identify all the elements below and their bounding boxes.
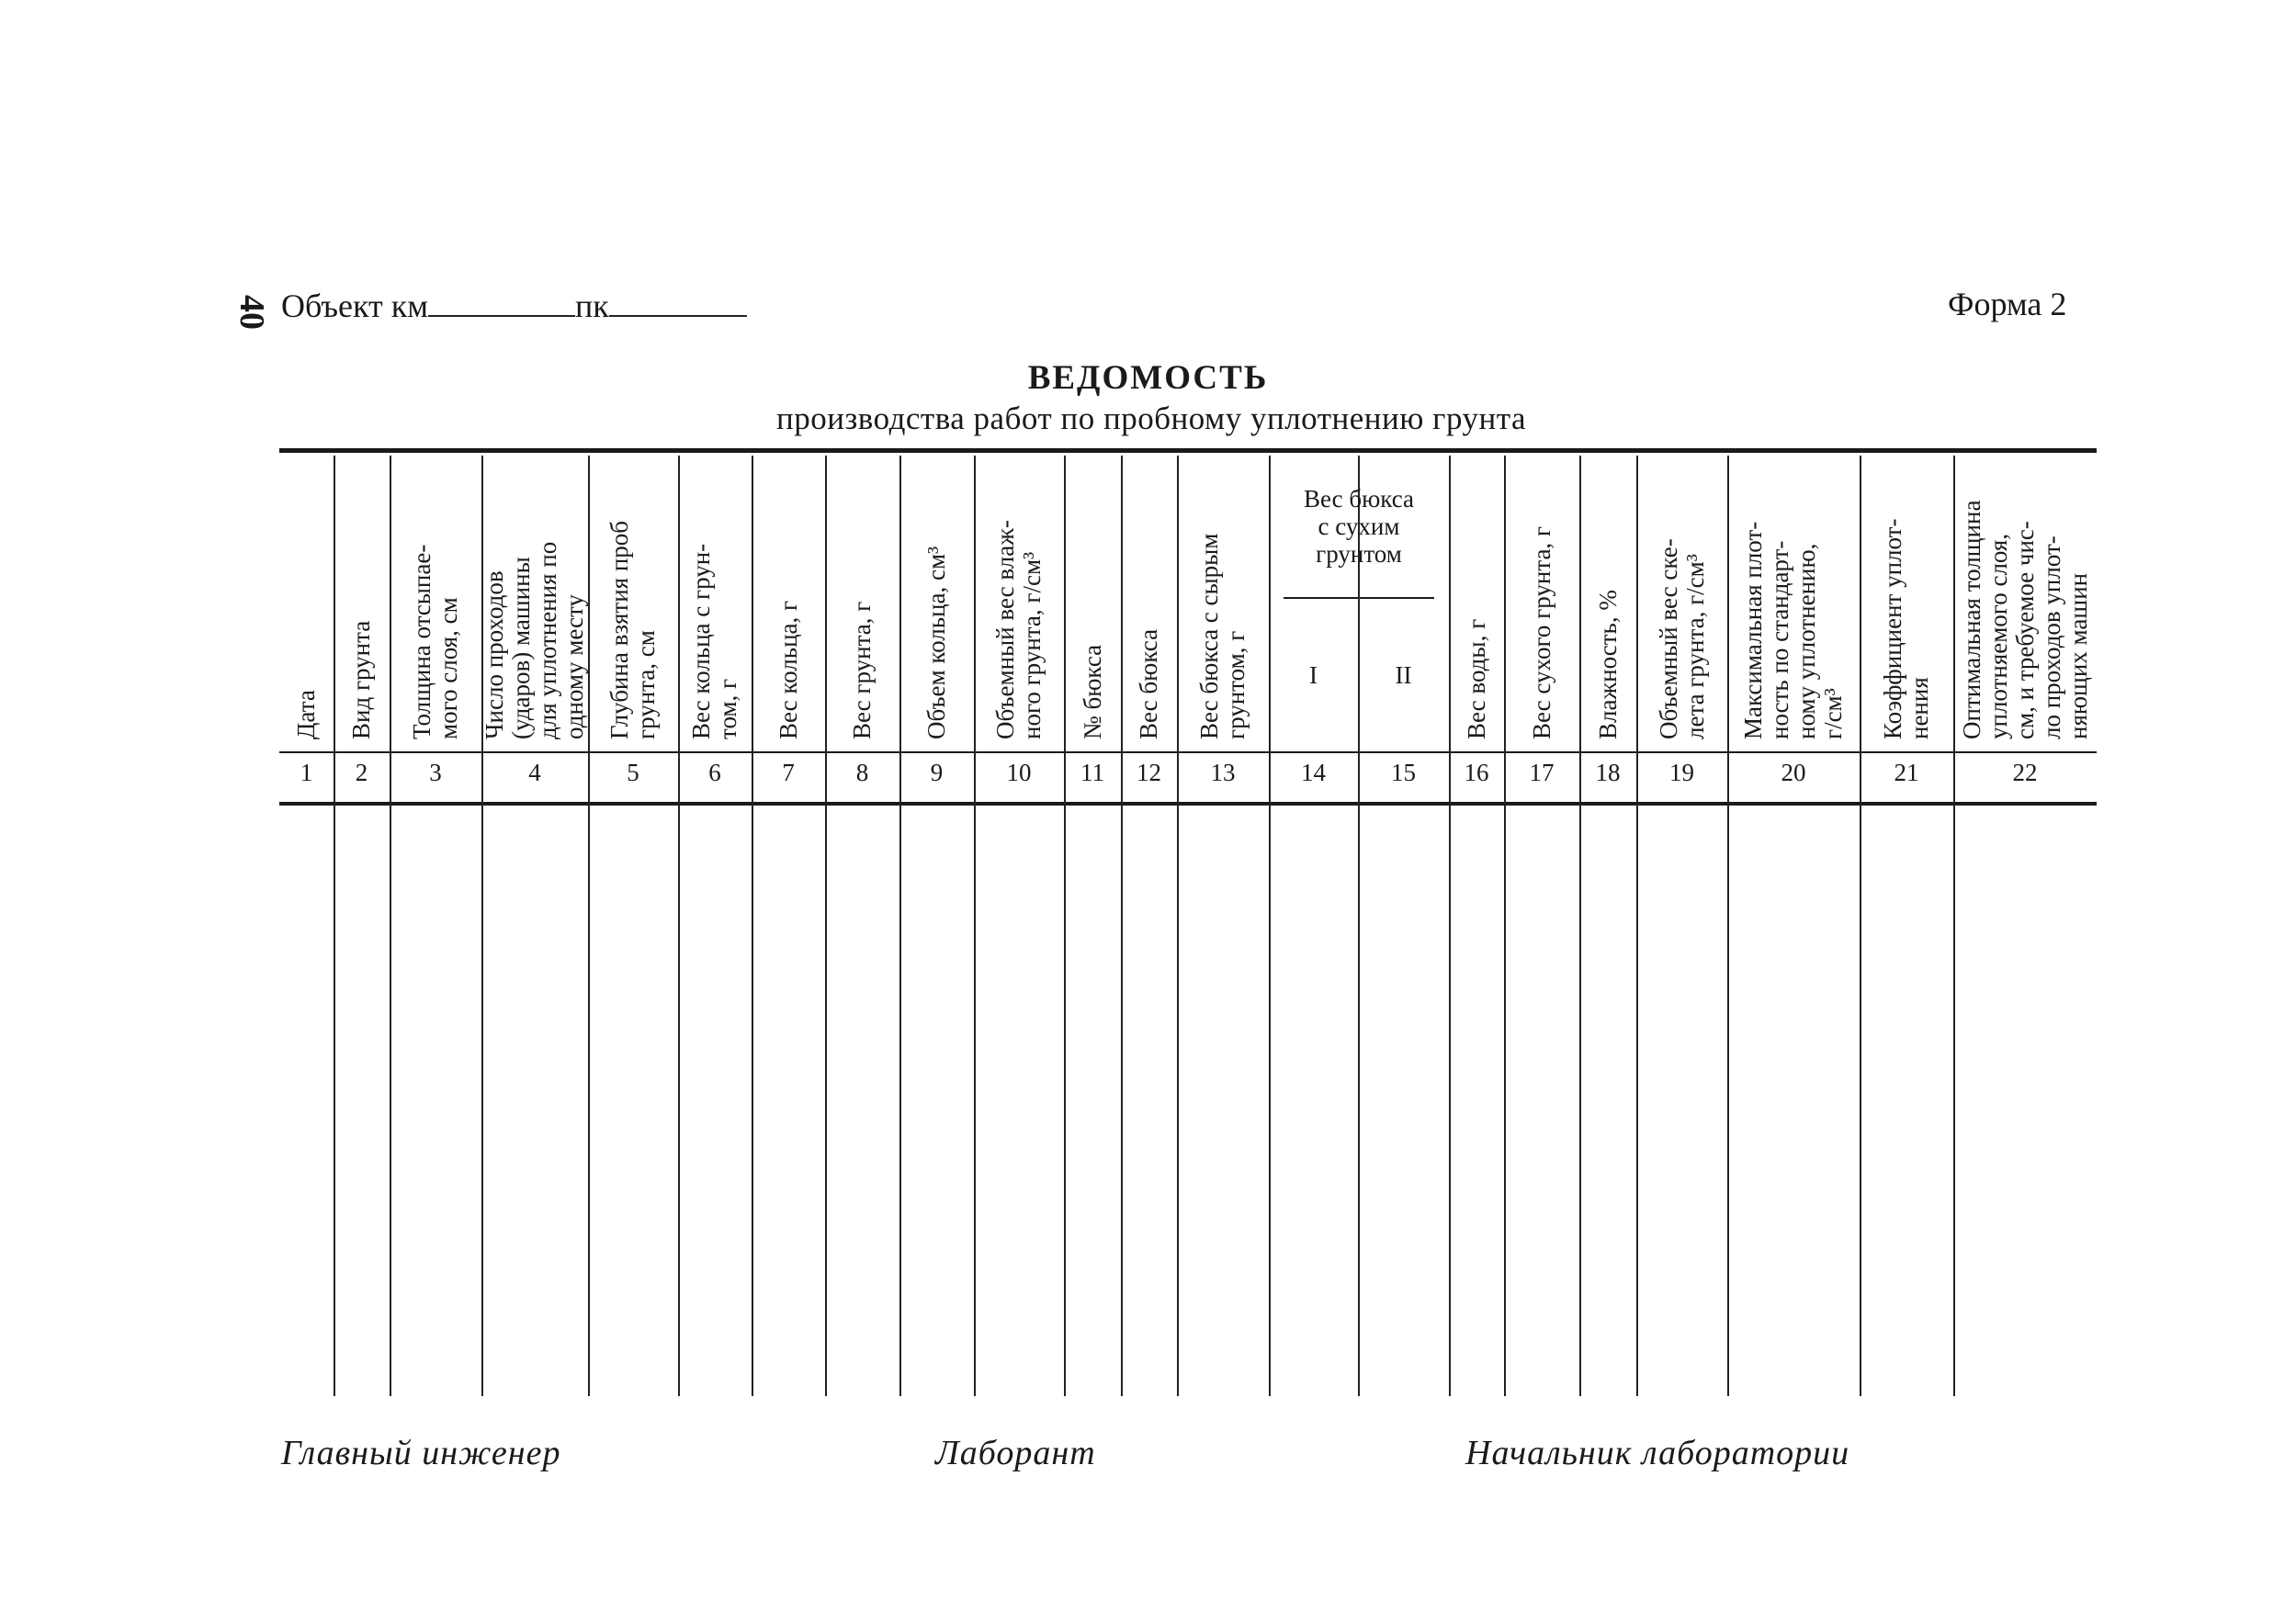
- column-header: Объемный вес влаж- ного грунта, г/см³: [991, 520, 1046, 739]
- column-header: Вес грунта, г: [848, 601, 876, 739]
- column-header: Влажность, %: [1593, 590, 1622, 739]
- column-divider: [1449, 456, 1451, 1396]
- column-header: Вес сухого грунта, г: [1527, 525, 1555, 739]
- column-divider: [752, 456, 753, 1396]
- column-header: Вес бюкса с сырым грунтом, г: [1195, 533, 1250, 739]
- object-label: Объект км: [281, 287, 429, 324]
- column-number: 12: [1137, 759, 1161, 786]
- column-number: 14: [1301, 759, 1326, 786]
- column-number: 21: [1894, 759, 1919, 786]
- km-blank: [428, 306, 575, 317]
- column-divider: [1636, 456, 1638, 1396]
- column-header: Дата: [292, 690, 320, 739]
- column-header: I: [1309, 661, 1318, 689]
- header-bottom-rule: [279, 751, 2097, 753]
- column-divider: [1504, 456, 1506, 1396]
- column-divider: [1727, 456, 1729, 1396]
- column-divider: [899, 456, 901, 1396]
- column-number: 2: [355, 759, 368, 786]
- column-header: II: [1395, 661, 1412, 689]
- column-number: 9: [930, 759, 944, 786]
- document-title: ВЕДОМОСТЬ: [1027, 359, 1269, 397]
- column-divider: [1579, 456, 1581, 1396]
- column-divider: [588, 456, 590, 1396]
- column-header: № бюкса: [1078, 644, 1106, 739]
- group-header-dry-soil: Вес бюкса с сухим грунтом: [1303, 485, 1415, 568]
- pk-label: пк: [575, 287, 609, 324]
- column-divider: [678, 456, 680, 1396]
- column-header: Число проходов (ударов) машины для уплотнения по одному месту: [481, 541, 588, 739]
- column-number: 6: [708, 759, 721, 786]
- column-number: 8: [855, 759, 869, 786]
- signature-lab-assistant: Лаборант: [935, 1434, 1096, 1472]
- column-header: Объемный вес ске- лета грунта, г/см³: [1654, 538, 1709, 739]
- column-header: Вес бюкса: [1135, 628, 1162, 739]
- column-divider: [1064, 456, 1066, 1396]
- column-divider: [974, 456, 976, 1396]
- column-divider: [1953, 456, 1955, 1396]
- column-number: 16: [1464, 759, 1489, 786]
- column-divider: [1860, 456, 1861, 1396]
- column-header: Оптимальная толщина уплотняемого слоя, см, и требуемое чис- ло проходов уплот- няющих машин: [1957, 500, 2092, 739]
- column-number: 20: [1781, 759, 1806, 786]
- column-header: Коэффициент уплот- нения: [1879, 518, 1933, 739]
- column-divider: [1269, 456, 1271, 1396]
- signature-lab-head: Начальник лаборатории: [1465, 1434, 1850, 1472]
- column-header: Вид грунта: [347, 620, 375, 739]
- column-number: 22: [2012, 759, 2038, 786]
- numbers-bottom-rule: [279, 802, 2097, 806]
- column-number: 19: [1669, 759, 1694, 786]
- page-number: 40: [232, 295, 271, 330]
- column-number: 7: [782, 759, 795, 786]
- column-header: Вес кольца с грун- том, г: [687, 543, 741, 739]
- column-header: Объем кольца, см³: [922, 546, 950, 739]
- column-header: Вес кольца, г: [774, 600, 802, 739]
- column-divider: [334, 456, 335, 1396]
- column-number: 13: [1210, 759, 1236, 786]
- document-subtitle: производства работ по пробному уплотнению грунта: [776, 400, 1526, 436]
- signature-chief-engineer: Главный инженер: [281, 1434, 561, 1472]
- column-header: Глубина взятия проб грунта, см: [605, 520, 660, 739]
- column-number: 17: [1529, 759, 1555, 786]
- column-number: 10: [1006, 759, 1032, 786]
- pk-blank: [609, 306, 747, 317]
- column-number: 5: [627, 759, 639, 786]
- column-divider: [1177, 456, 1179, 1396]
- column-number: 3: [429, 759, 442, 786]
- table-top-rule: [279, 448, 2097, 453]
- column-number: 4: [528, 759, 541, 786]
- column-divider: [825, 456, 827, 1396]
- column-divider: [390, 456, 391, 1396]
- column-number: 18: [1595, 759, 1621, 786]
- column-number: 1: [300, 759, 313, 786]
- column-header: Максимальная плот- ность по стандарт- ному уплотнению, г/см³: [1739, 521, 1847, 739]
- column-divider: [1121, 456, 1123, 1396]
- column-number: 11: [1080, 759, 1104, 786]
- column-divider: [1358, 456, 1360, 1396]
- form-label: Форма 2: [1948, 286, 2067, 322]
- object-field: [281, 287, 747, 325]
- column-header: Толщина отсыпае- мого слоя, см: [408, 544, 462, 739]
- column-header: Вес воды, г: [1462, 618, 1490, 739]
- column-number: 15: [1391, 759, 1416, 786]
